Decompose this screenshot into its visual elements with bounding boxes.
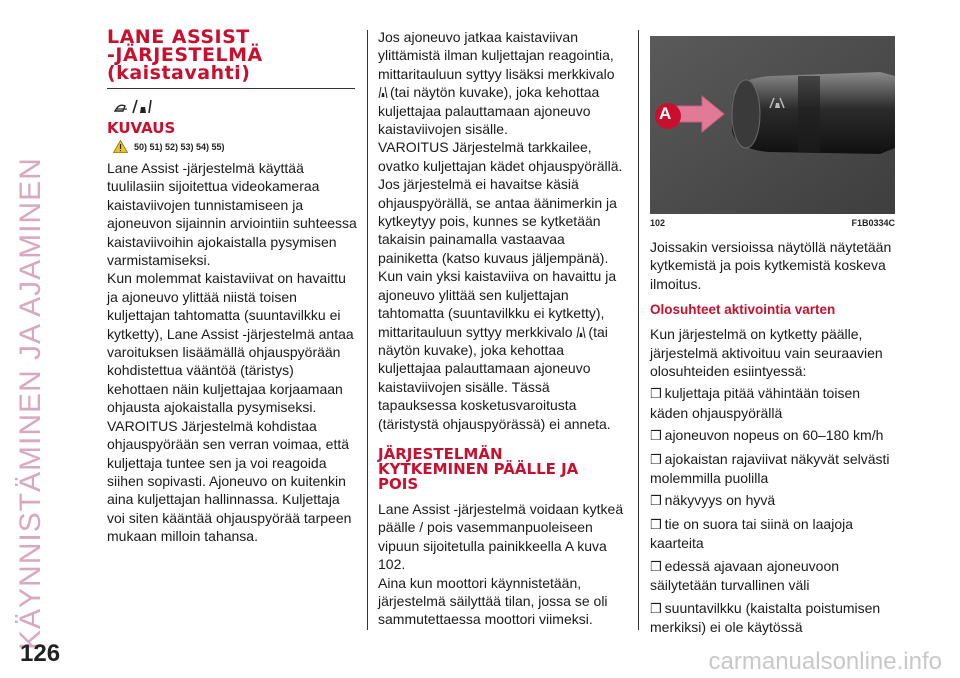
warning-references bbox=[113, 140, 357, 153]
on-off-heading bbox=[378, 444, 628, 493]
paragraph: Aina kun moottori käynnistetään, järjestelmä säilyttää tilan, jossa se oli sammutettaessa moottori viimeksi. bbox=[378, 574, 608, 628]
list-item bbox=[650, 491, 895, 510]
figure-callout-letter: A bbox=[659, 104, 672, 123]
paragraph bbox=[378, 267, 628, 433]
page-number: 126 bbox=[20, 640, 61, 667]
paragraph-text: (tai näytön kuvake), joka kehottaa kuljettajaa palauttamaan ajoneuvo kaistaviivojen sisälle. bbox=[378, 84, 600, 138]
chapter-side-title: KÄYNNISTÄMINEN JA AJAMINEN bbox=[14, 157, 47, 650]
list-item bbox=[650, 557, 895, 595]
paragraph-text: Kun vain yksi kaistaviiva on havaittu ja ajoneuvo ylittää sen kuljettajan tahtomatta (suuntavilkku ei kytketty), mittaritauluun syttyy merkkivalo bbox=[378, 268, 617, 340]
paragraph: Lane Assist -järjestelmä voidaan kytkeä päälle / pois vasemmanpuoleiseen vipuun sijoitetulla painikkeella A kuva 102. bbox=[378, 500, 624, 573]
section-title bbox=[107, 28, 357, 82]
lane-warning-light-icon bbox=[378, 86, 388, 99]
description-heading: KUVAUS bbox=[107, 119, 176, 137]
checkbox-bullet-icon: ❒ bbox=[650, 493, 662, 509]
paragraph bbox=[378, 28, 628, 138]
checkbox-bullet-icon: ❒ bbox=[650, 516, 662, 532]
list-item-text: edessä ajavaan ajoneuvoon säilytetään turvallinen väli bbox=[650, 557, 840, 594]
section-title-line-1: LANE ASSIST bbox=[107, 26, 250, 48]
conditions-list bbox=[650, 384, 895, 636]
paragraph-text: (tai näytön kuvake), joka kehottaa kuljettajaa palauttamaan ajoneuvo kaistaviivojen sisälle. Tässä tapauksessa kosketusvaroitusta (täristystä ohjauspyörässä) ei anneta. bbox=[378, 323, 611, 432]
list-item-text: ajokaistan rajaviivat näkyvät selvästi molemmilla puolilla bbox=[650, 450, 890, 487]
lane-assist-icon bbox=[113, 97, 153, 115]
paragraph: Kun järjestelmä on kytketty päälle, järjestelmä aktivoituu vain seuraavien olosuhteiden esiintyessä: bbox=[650, 326, 883, 380]
paragraph: Lane Assist -järjestelmä käyttää tuulilasiin sijoitettua videokameraa kaistaviivojen tunnistamiseen ja ajoneuvon sijainnin arviointiin suhteessa kaistaviivoihin ajokaistalla pysymisen varmistamiseksi. bbox=[107, 160, 357, 269]
lane-warning-light-icon bbox=[576, 326, 586, 339]
paragraph-text: Jos ajoneuvo jatkaa kaistaviivan ylittämistä ilman kuljettajan reagointia, mittaritauluun syttyy lisäksi merkkivalo bbox=[378, 29, 615, 82]
list-item bbox=[650, 515, 895, 553]
list-item bbox=[650, 599, 895, 637]
watermark: carmanualsonline.info bbox=[708, 648, 942, 675]
section-title-line-3: (kaistavahti) bbox=[107, 62, 251, 84]
list-item-text: suuntavilkku (kaistalta poistumisen merkiksi) ei ole käytössä bbox=[650, 599, 881, 635]
list-item bbox=[650, 426, 895, 445]
stalk-illustration bbox=[650, 36, 895, 214]
paragraph: VAROITUS Järjestelmä kohdistaa ohjauspyörään sen verran voimaa, että kuljettaja tuntee sen ja voi reagoida siihen sopivasti. Ajoneuvo on kuitenkin aina kuljettajan hallinnassa. Kuljettaja voi siten kääntää ohjauspyörää tarpeen mukaan milloin tahansa. bbox=[107, 417, 352, 545]
column-1 bbox=[107, 28, 357, 546]
list-item bbox=[650, 450, 895, 488]
list-item-text: tie on suora tai siinä on laajoja kaarteita bbox=[650, 515, 853, 552]
column-divider-1 bbox=[367, 30, 368, 630]
checkbox-bullet-icon: ❒ bbox=[650, 428, 662, 444]
column-3 bbox=[650, 32, 895, 640]
column-2 bbox=[378, 28, 628, 629]
paragraph: Kun molemmat kaistaviivat on havaittu ja ajoneuvo ylittää niistä toisen kuljettajan tahtomatta (suuntavilkku ei kytketty), Lane Assist -järjestelmä antaa varoituksen lisäämällä ohjauspyörään kohdistettua vääntöä (täristys) kehottaen näin kuljettajaa korjaamaan ohjausta ajokaistalla pysymiseksi. bbox=[107, 270, 354, 416]
checkbox-bullet-icon: ❒ bbox=[650, 558, 662, 574]
heading-rule bbox=[107, 88, 355, 89]
figure-caption bbox=[650, 218, 895, 228]
list-item-text: näkyvyys on hyvä bbox=[664, 492, 776, 509]
list-item bbox=[650, 384, 895, 422]
paragraph: VAROITUS Järjestelmä tarkkailee, ovatko kuljettajan kädet ohjauspyörällä. Jos järjestelmä ei havaitse käsiä ohjauspyörällä, se antaa äänimerkin ja kytkeytyy pois, kunnes se kytketään takaisin painamalla vastaavaa painiketta (katso kuvaus jäljempänä). bbox=[378, 139, 623, 266]
on-off-heading-line-1: JÄRJESTELMÄN bbox=[378, 444, 503, 463]
figure-number: 102 bbox=[650, 218, 666, 228]
conditions-heading: Olosuhteet aktivointia varten bbox=[650, 302, 836, 318]
checkbox-bullet-icon: ❒ bbox=[650, 600, 662, 616]
paragraph: Joissakin versioissa näytöllä näytetään kytkemistä ja pois kytkemistä koskeva ilmoitus. bbox=[650, 239, 892, 292]
figure-stalk-button bbox=[650, 36, 895, 214]
on-off-heading-line-3: POIS bbox=[378, 474, 419, 493]
section-title-line-2: -JÄRJESTELMÄ bbox=[107, 44, 263, 66]
warning-refs-text: 50) 51) 52) 53) 54) 55) bbox=[134, 141, 225, 152]
checkbox-bullet-icon: ❒ bbox=[650, 386, 662, 402]
figure-code: F1B0334C bbox=[851, 218, 895, 228]
list-item-text: kuljettaja pitää vähintään toisen käden ohjauspyörällä bbox=[650, 385, 861, 421]
on-off-heading-line-2: KYTKEMINEN PÄÄLLE JA bbox=[378, 459, 579, 478]
list-item-text: ajoneuvon nopeus on 60–180 km/h bbox=[664, 427, 884, 444]
column-divider-2 bbox=[638, 30, 639, 630]
checkbox-bullet-icon: ❒ bbox=[650, 451, 662, 467]
warning-triangle-icon bbox=[113, 140, 128, 153]
